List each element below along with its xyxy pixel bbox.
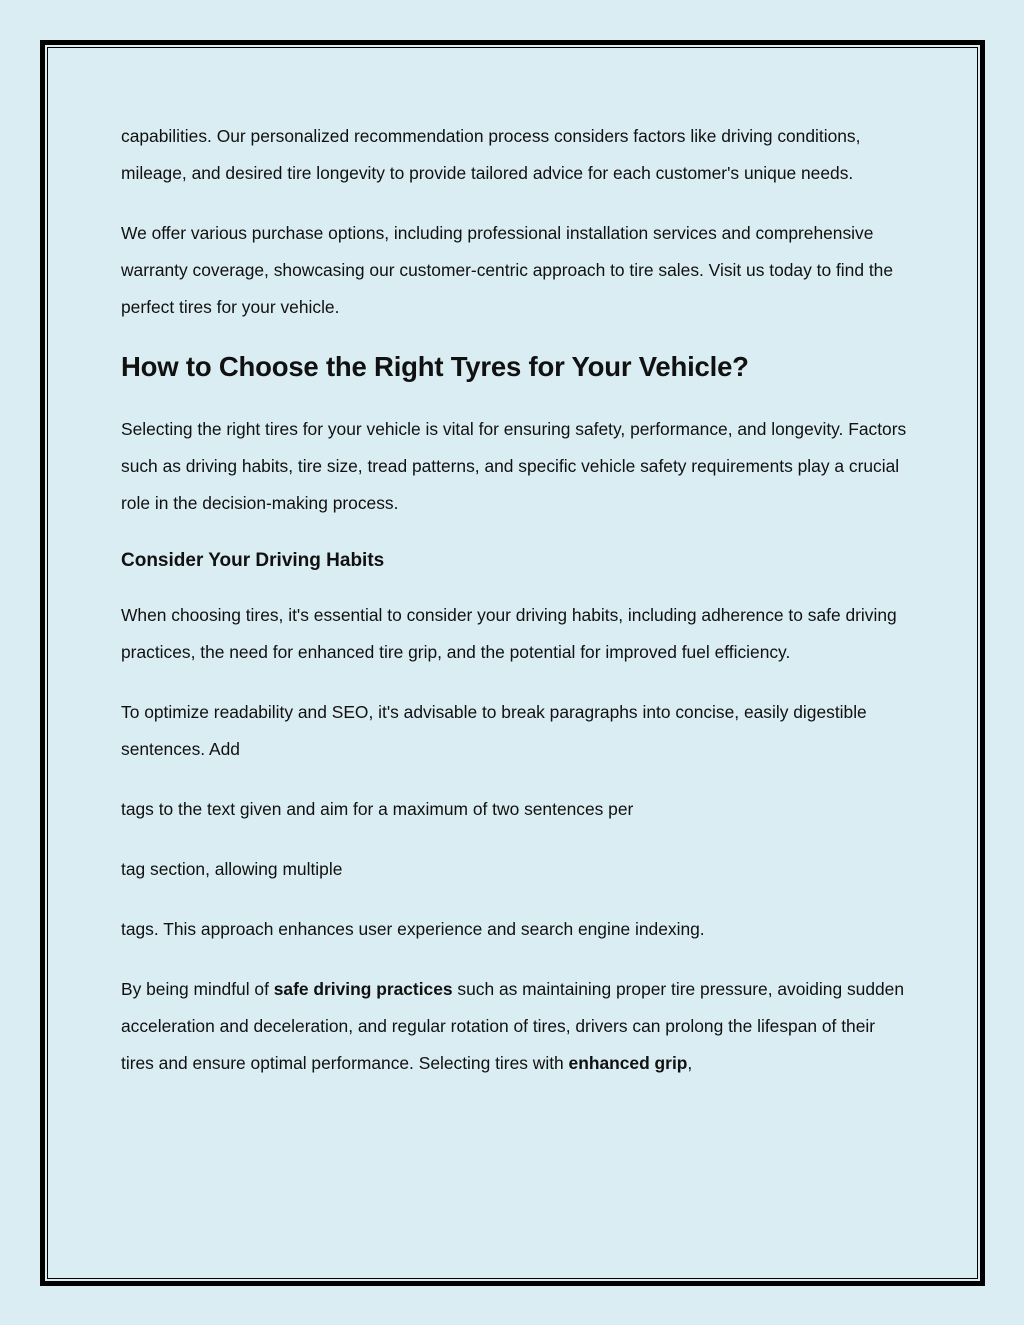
paragraph: tags to the text given and aim for a maximum of two sentences per	[121, 799, 634, 819]
paragraph	[121, 971, 911, 1082]
bold-text: enhanced grip	[568, 1053, 688, 1073]
paragraph: To optimize readability and SEO, it's advisable to break paragraphs into concise, easily digestible sentences. Add	[121, 702, 867, 759]
paragraph: Selecting the right tires for your vehicle is vital for ensuring safety, performance, and longevity. Factors such as driving habits, tire size, tread patterns, and specific vehicle safety requirements play a crucial role in the decision-making process.	[121, 419, 907, 513]
bold-text: safe driving practices	[273, 979, 453, 999]
paragraph: capabilities. Our personalized recommendation process considers factors like driving conditions, mileage, and desired tire longevity to provide tailored advice for each customer's unique needs.	[121, 126, 861, 183]
text-run: By being mindful of	[121, 979, 274, 999]
text-run: ,	[687, 1053, 693, 1073]
paragraph: tag section, allowing multiple	[121, 859, 343, 879]
section-heading: How to Choose the Right Tyres for Your Vehicle?	[121, 351, 749, 382]
paragraph: We offer various purchase options, including professional installation services and comprehensive warranty coverage, showcasing our customer-centric approach to tire sales. Visit us today to find the perfect tires for your vehicle.	[121, 223, 894, 317]
paragraph: tags. This approach enhances user experience and search engine indexing.	[121, 919, 705, 939]
document-body	[121, 118, 911, 1105]
subsection-heading: Consider Your Driving Habits	[121, 550, 385, 571]
text-run: such as maintaining proper tire pressure, avoiding sudden acceleration and deceleration, and regular rotation of tires, drivers can prolong the lifespan of their tires and ensure optimal performance. Selecting tires with	[121, 979, 905, 1073]
paragraph: When choosing tires, it's essential to consider your driving habits, including adherence to safe driving practices, the need for enhanced tire grip, and the potential for improved fuel efficiency.	[121, 605, 897, 662]
